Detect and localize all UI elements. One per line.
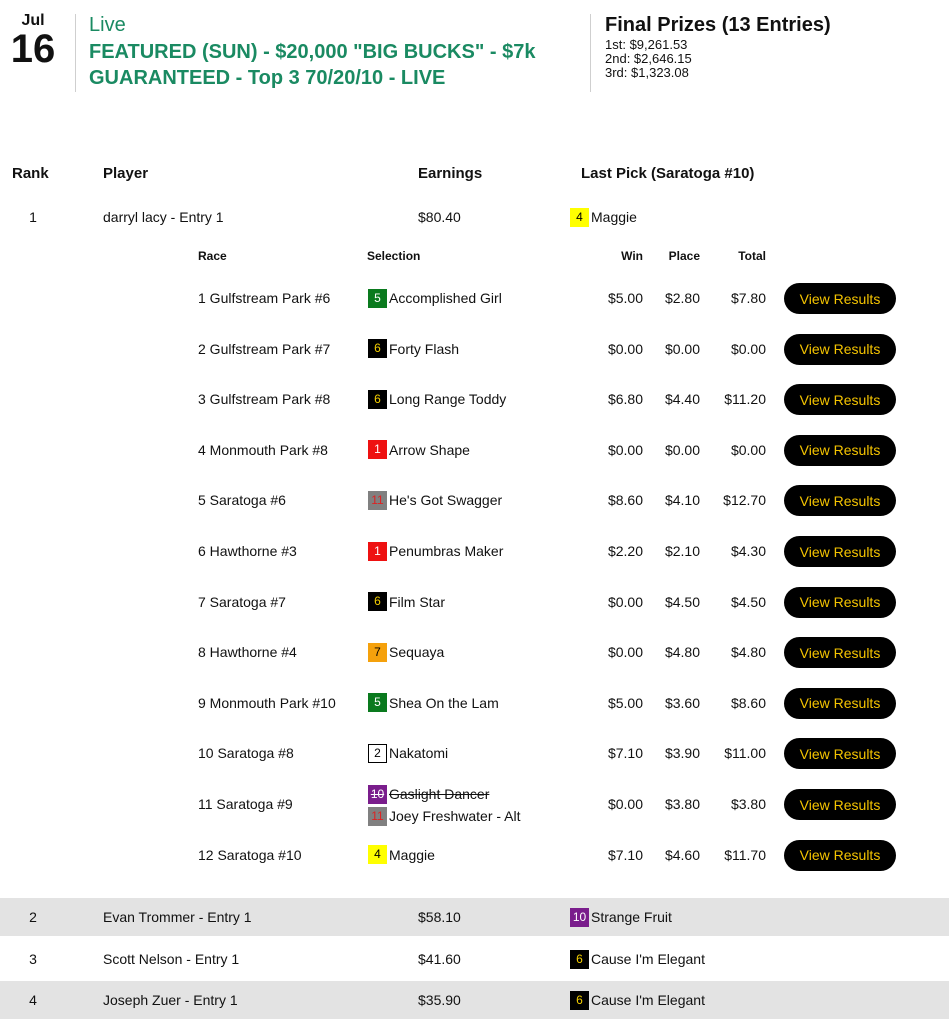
race-result-row xyxy=(0,679,949,729)
view-results-button[interactable]: View Results xyxy=(784,688,896,719)
win-payout: $7.10 xyxy=(607,745,643,762)
header-divider xyxy=(590,14,591,92)
race-name: 5 Saratoga #6 xyxy=(198,492,286,509)
selection-line xyxy=(368,845,435,865)
program-number-badge: 5 xyxy=(368,693,387,712)
place-payout: $3.60 xyxy=(664,694,700,711)
leaderboard-row[interactable] xyxy=(0,981,949,1019)
program-number-badge: 6 xyxy=(570,950,589,969)
win-payout: $7.10 xyxy=(607,846,643,863)
race-result-row xyxy=(0,831,949,881)
view-results-button[interactable]: View Results xyxy=(784,536,896,567)
race-name: 1 Gulfstream Park #6 xyxy=(198,290,331,306)
horse-name: Film Star xyxy=(389,593,445,610)
horse-name: Nakatomi xyxy=(389,745,449,762)
entry-rank: 1 xyxy=(29,209,37,225)
race-result-row xyxy=(0,628,949,678)
program-number-badge: 6 xyxy=(570,991,589,1010)
program-number-badge: 6 xyxy=(368,592,387,611)
view-results-button[interactable]: View Results xyxy=(784,435,896,466)
entry-last-pick xyxy=(570,207,637,227)
view-results-button[interactable]: View Results xyxy=(784,789,896,820)
program-number-badge: 1 xyxy=(368,440,387,459)
last-pick-column-header: Last Pick (Saratoga #10) xyxy=(581,165,755,182)
race-selection xyxy=(368,440,470,460)
view-results-button[interactable]: View Results xyxy=(784,738,896,769)
program-number-badge: 10 xyxy=(570,908,589,927)
leaderboard-row[interactable] xyxy=(0,940,949,978)
win-payout: $0.00 xyxy=(607,796,643,812)
selection-line xyxy=(368,339,459,359)
race-name: 7 Saratoga #7 xyxy=(198,593,286,610)
selection-line xyxy=(368,490,502,510)
entry-rank: 3 xyxy=(29,951,37,967)
race-result-row xyxy=(0,780,949,830)
selection-line xyxy=(368,541,503,561)
entry-earnings: $58.10 xyxy=(418,909,461,925)
place-payout: $3.80 xyxy=(664,796,700,812)
view-results-button[interactable]: View Results xyxy=(784,384,896,415)
place-payout: $3.90 xyxy=(664,745,700,762)
total-payout: $11.70 xyxy=(724,846,766,863)
win-column-header: Win xyxy=(621,249,643,263)
total-payout: $12.70 xyxy=(723,492,766,509)
entry-player-name[interactable]: Scott Nelson - Entry 1 xyxy=(103,951,240,967)
race-name: 10 Saratoga #8 xyxy=(198,745,294,762)
win-payout: $0.00 xyxy=(607,644,643,661)
horse-name: Long Range Toddy xyxy=(389,391,507,408)
place-payout: $4.40 xyxy=(664,391,700,408)
prize-first: 1st: $9,261.53 xyxy=(605,37,688,52)
contest-date xyxy=(0,12,66,70)
place-payout: $0.00 xyxy=(664,441,700,458)
win-payout: $0.00 xyxy=(607,441,643,458)
race-selection xyxy=(368,592,445,612)
entry-player-name[interactable]: darryl lacy - Entry 1 xyxy=(103,209,224,225)
race-result-row xyxy=(0,274,949,324)
view-results-button[interactable]: View Results xyxy=(784,334,896,365)
horse-name: Joey Freshwater - Alt xyxy=(389,808,521,824)
program-number-badge: 11 xyxy=(368,807,387,826)
prizes-title: Final Prizes (13 Entries) xyxy=(605,14,831,36)
view-results-button[interactable]: View Results xyxy=(784,637,896,668)
race-name: 6 Hawthorne #3 xyxy=(198,543,297,559)
entry-last-pick xyxy=(570,990,705,1010)
view-results-button[interactable]: View Results xyxy=(784,485,896,516)
race-selection xyxy=(368,339,459,359)
race-result-row xyxy=(0,375,949,425)
race-column-header: Race xyxy=(198,249,227,263)
selection-line xyxy=(368,642,444,662)
program-number-badge: 4 xyxy=(570,208,589,227)
horse-name: Cause I'm Elegant xyxy=(591,951,705,967)
rank-column-header: Rank xyxy=(12,165,49,182)
race-result-row xyxy=(0,729,949,779)
win-payout: $2.20 xyxy=(607,543,643,559)
final-prizes xyxy=(605,12,831,80)
race-selection xyxy=(368,783,521,827)
entry-last-pick xyxy=(570,907,672,927)
race-name: 4 Monmouth Park #8 xyxy=(198,441,328,458)
horse-name: Maggie xyxy=(389,846,435,863)
horse-name: Gaslight Dancer xyxy=(389,786,490,802)
scratched-selection xyxy=(368,783,521,805)
race-selection xyxy=(368,693,499,713)
race-result-row xyxy=(0,476,949,526)
win-payout: $0.00 xyxy=(607,593,643,610)
race-result-row xyxy=(0,527,949,577)
place-payout: $0.00 xyxy=(664,340,700,357)
view-results-button[interactable]: View Results xyxy=(784,840,896,871)
horse-name: He's Got Swagger xyxy=(389,492,503,509)
program-number-badge: 1 xyxy=(368,542,387,561)
race-selection xyxy=(368,288,502,308)
horse-name: Cause I'm Elegant xyxy=(591,992,705,1008)
prize-third: 3rd: $1,323.08 xyxy=(605,65,689,80)
win-payout: $8.60 xyxy=(607,492,643,509)
program-number-badge: 11 xyxy=(368,491,387,510)
selection-line xyxy=(368,389,506,409)
race-selection xyxy=(368,389,506,409)
program-number-badge: 6 xyxy=(368,390,387,409)
place-payout: $4.50 xyxy=(664,593,700,610)
horse-name: Arrow Shape xyxy=(389,441,470,458)
selection-line xyxy=(368,288,502,308)
entry-player-name[interactable]: Evan Trommer - Entry 1 xyxy=(103,909,252,925)
place-payout: $2.10 xyxy=(664,543,700,559)
total-payout: $4.50 xyxy=(730,593,766,610)
race-selection xyxy=(368,490,502,510)
race-result-row xyxy=(0,578,949,628)
total-payout: $8.60 xyxy=(730,694,766,711)
entry-earnings: $41.60 xyxy=(418,951,461,967)
view-results-button[interactable]: View Results xyxy=(784,283,896,314)
race-selection xyxy=(368,642,444,662)
race-selection xyxy=(368,845,435,865)
selection-line xyxy=(368,440,470,460)
selection-line xyxy=(368,592,445,612)
entry-last-pick xyxy=(570,949,705,969)
selection-column-header: Selection xyxy=(367,249,421,263)
total-payout: $3.80 xyxy=(730,796,766,812)
program-number-badge: 6 xyxy=(368,339,387,358)
entry-earnings: $35.90 xyxy=(418,992,461,1008)
entry-rank: 2 xyxy=(29,909,37,925)
race-result-row xyxy=(0,325,949,375)
leaderboard-row[interactable] xyxy=(0,205,949,229)
header-divider xyxy=(75,14,76,92)
race-result-row xyxy=(0,426,949,476)
place-payout: $4.80 xyxy=(664,644,700,661)
place-payout: $4.60 xyxy=(664,846,700,863)
contest-title: FEATURED (SUN) - $20,000 "BIG BUCKS" - $7k GUARANTEED - Top 3 70/20/10 - LIVE xyxy=(89,41,536,89)
program-number-badge: 5 xyxy=(368,289,387,308)
horse-name: Shea On the Lam xyxy=(389,694,499,711)
selection-line xyxy=(368,743,448,763)
win-payout: $0.00 xyxy=(607,340,643,357)
race-name: 9 Monmouth Park #10 xyxy=(198,694,336,711)
earnings-column-header: Earnings xyxy=(418,165,483,182)
date-day: 16 xyxy=(10,27,56,71)
entry-rank: 4 xyxy=(29,992,37,1008)
race-selection xyxy=(368,743,448,763)
place-payout: $2.80 xyxy=(664,290,700,306)
race-name: 12 Saratoga #10 xyxy=(198,846,302,863)
horse-name: Accomplished Girl xyxy=(389,290,502,306)
prize-second: 2nd: $2,646.15 xyxy=(605,51,692,66)
entry-earnings: $80.40 xyxy=(418,209,461,225)
total-payout: $11.00 xyxy=(724,745,766,762)
total-payout: $7.80 xyxy=(730,290,766,306)
total-payout: $4.80 xyxy=(730,644,766,661)
race-name: 11 Saratoga #9 xyxy=(198,796,293,812)
leaderboard-row[interactable] xyxy=(0,898,949,936)
race-name: 3 Gulfstream Park #8 xyxy=(198,391,331,408)
race-name: 8 Hawthorne #4 xyxy=(198,644,297,661)
win-payout: $6.80 xyxy=(607,391,643,408)
horse-name: Strange Fruit xyxy=(591,909,672,925)
selection-line xyxy=(368,805,521,827)
entry-player-name[interactable]: Joseph Zuer - Entry 1 xyxy=(103,992,238,1008)
contest-status: Live xyxy=(89,14,126,36)
race-selection xyxy=(368,541,503,561)
win-payout: $5.00 xyxy=(607,290,643,306)
program-number-badge: 2 xyxy=(368,744,387,763)
race-name: 2 Gulfstream Park #7 xyxy=(198,340,331,357)
win-payout: $5.00 xyxy=(607,694,643,711)
place-payout: $4.10 xyxy=(664,492,700,509)
place-column-header: Place xyxy=(668,249,700,263)
date-month: Jul xyxy=(21,12,45,29)
total-column-header: Total xyxy=(738,249,766,263)
horse-name: Maggie xyxy=(591,209,637,225)
horse-name: Forty Flash xyxy=(389,340,460,357)
view-results-button[interactable]: View Results xyxy=(784,587,896,618)
total-payout: $0.00 xyxy=(730,340,766,357)
total-payout: $0.00 xyxy=(730,441,766,458)
selection-line xyxy=(368,693,499,713)
horse-name: Sequaya xyxy=(389,644,445,661)
program-number-badge: 4 xyxy=(368,845,387,864)
total-payout: $4.30 xyxy=(730,543,766,559)
total-payout: $11.20 xyxy=(724,391,766,408)
player-column-header: Player xyxy=(103,165,149,182)
program-number-badge: 7 xyxy=(368,643,387,662)
program-number-badge: 10 xyxy=(368,785,387,804)
horse-name: Penumbras Maker xyxy=(389,543,504,559)
